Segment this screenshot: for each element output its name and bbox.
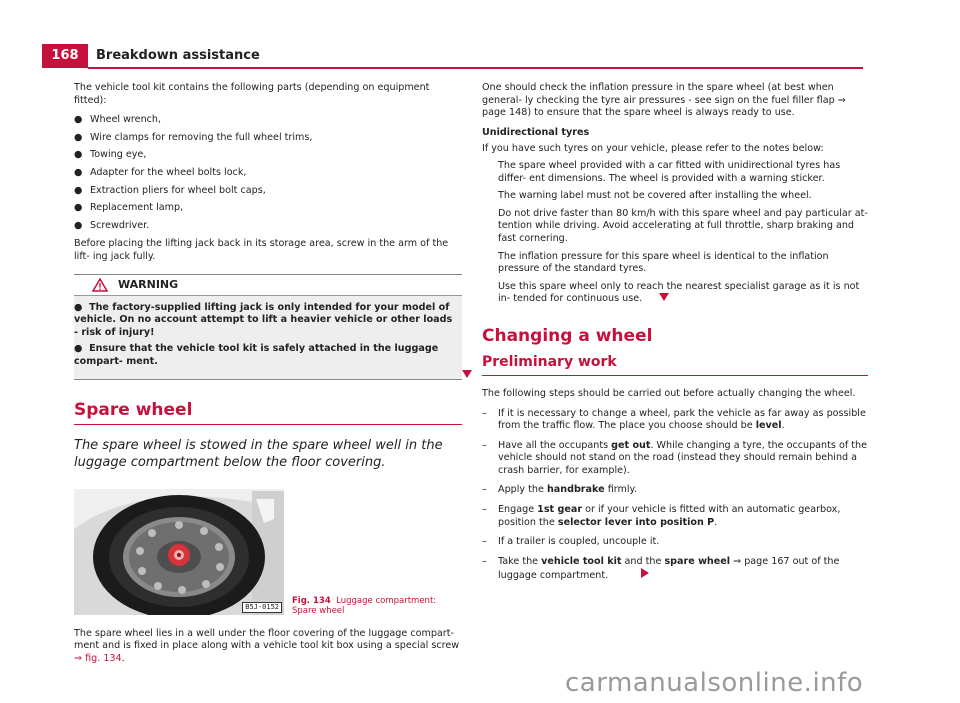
warning-title: WARNING — [118, 277, 179, 291]
step-item: – Have all the occupants get out. While changing a tyre, the occupants of the vehicle should not stand on the road (instead they should remain behind a crash barrier, for example). — [482, 439, 867, 476]
steps-list — [482, 408, 868, 584]
bullet: ● — [74, 219, 83, 231]
spare-wheel-heading: Spare wheel — [74, 399, 193, 420]
section-end-marker — [462, 370, 472, 378]
header-rule — [88, 67, 863, 69]
bullet: ● — [74, 131, 83, 143]
bullet: ● — [74, 114, 83, 126]
list-item: ● Adapter for the wheel bolts lock, — [74, 166, 247, 178]
warning-header — [74, 275, 462, 296]
list-item: The warning label must not be covered after installing the wheel. — [498, 190, 812, 202]
preliminary-intro: The following steps should be carried out before actually changing the wheel. — [482, 387, 856, 399]
warning-triangle-icon — [92, 278, 108, 292]
unidirectional-intro: If you have such tyres on your vehicle, please refer to the notes below: — [482, 143, 824, 155]
figure-caption: Fig. 134 Luggage compartment: Spare wheel — [292, 595, 437, 616]
bullet: ● — [74, 202, 83, 214]
warning-item: ● Ensure that the vehicle tool kit is safely attached in the luggage compart- ment. — [74, 343, 439, 367]
step-item: – Take the vehicle tool kit and the spare wheel ⇒ page 167 out of the luggage compartment. — [482, 555, 840, 582]
watermark: carmanualsonline.info — [565, 668, 864, 698]
left-column — [74, 82, 462, 672]
list-item: ● Wire clamps for removing the full wheel trims, — [74, 131, 313, 143]
inflation-check-text: One should check the inflation pressure in the spare wheel (at best when general- ly checking the tyre air pressures - see sign on the fuel filler flap ⇒ page 148) to ensure that the spare wheel is always ready to use. — [482, 82, 846, 119]
bullet: ● — [74, 166, 83, 178]
jack-storage-note: Before placing the lifting jack back in its storage area, screw in the arm of the lift- ing jack fully. — [74, 238, 449, 262]
step-item: – If a trailer is coupled, uncouple it. — [482, 536, 660, 548]
step-item: – Engage 1st gear or if your vehicle is fitted with an automatic gearbox, position the selector lever into position P. — [482, 504, 841, 528]
spare-wheel-illustration — [74, 489, 284, 615]
list-item: ● Towing eye, — [74, 149, 147, 161]
list-item: Do not drive faster than 80 km/h with this spare wheel and pay particular at- tention while driving. Avoid accelerating at full throttle, sharp braking and fast cornering. — [498, 207, 868, 244]
list-item: ● Wheel wrench, — [74, 114, 162, 126]
changing-wheel-heading: Changing a wheel — [482, 325, 653, 346]
list-item: The spare wheel provided with a car fitted with unidirectional tyres has differ- ent dimensions. The wheel is provided with a warning sticker. — [498, 159, 841, 184]
continued-marker — [641, 568, 649, 578]
warning-box — [74, 274, 462, 380]
figure-reference-link[interactable]: ⇒ fig. 134 — [74, 652, 122, 664]
warning-item: ● The factory-supplied lifting jack is only intended for your model of vehicle. On no account attempt to lift a heavier vehicle or other loads - risk of injury! — [74, 301, 453, 338]
figure-code: B5J-0152 — [242, 602, 282, 613]
bullet: ● — [74, 184, 83, 196]
page-number: 168 — [42, 44, 88, 68]
right-column — [482, 82, 868, 590]
unidirectional-list — [482, 160, 868, 306]
section-title: Breakdown assistance — [96, 48, 260, 63]
figure-label: Fig. 134 — [292, 595, 331, 606]
spare-wheel-location-text: The spare wheel lies in a well under the floor covering of the luggage compart- ment and is fixed in place along with a vehicle tool kit box using a special screw ⇒ fig. 134. — [74, 627, 460, 664]
unidirectional-heading: Unidirectional tyres — [482, 126, 590, 138]
spare-wheel-intro: The spare wheel is stowed in the spare wheel well in the luggage compartment below the floor covering. — [74, 437, 443, 470]
tool-kit-intro: The vehicle tool kit contains the following parts (depending on equipment fitted): — [74, 82, 430, 106]
step-item: – If it is necessary to change a wheel, park the vehicle as far away as possible from the traffic flow. The place you choose should be level. — [482, 407, 866, 432]
tool-kit-list — [74, 114, 462, 232]
list-item: Use this spare wheel only to reach the nearest specialist garage as it is not in- tended for continuous use. — [498, 280, 860, 305]
list-item: ● Extraction pliers for wheel bolt caps, — [74, 184, 266, 196]
list-item: ● Replacement lamp, — [74, 202, 184, 214]
heading-rule — [482, 375, 868, 376]
figure-134 — [74, 489, 462, 617]
bullet: ● — [74, 149, 83, 161]
section-end-marker — [659, 293, 669, 301]
warning-body — [74, 296, 462, 379]
list-item: ● Screwdriver. — [74, 219, 150, 231]
list-item: The inflation pressure for this spare wheel is identical to the inflation pressure of the standard tyres. — [498, 250, 829, 275]
heading-rule — [74, 424, 462, 425]
preliminary-work-heading: Preliminary work — [482, 353, 617, 370]
step-item: – Apply the handbrake firmly. — [482, 484, 637, 496]
spare-wheel-image — [74, 489, 284, 615]
